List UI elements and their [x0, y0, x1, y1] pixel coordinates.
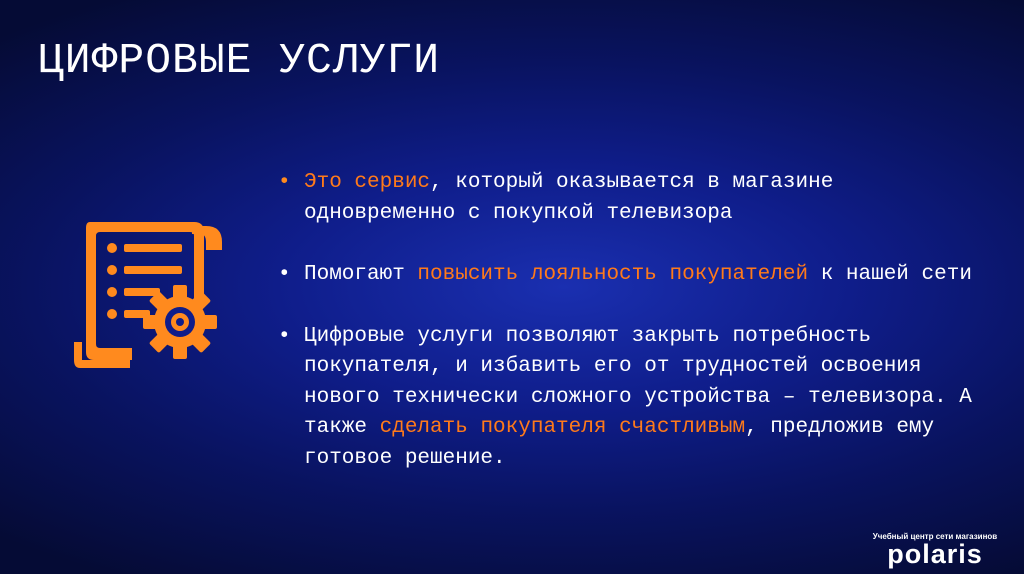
bullet-dot: •: [278, 171, 291, 194]
highlight-text: сделать покупателя счастливым: [379, 416, 746, 439]
bullet-text: Цифровые услуги позволяют закрыть потребность покупателя, и избавить его от трудностей освоения нового технически сложного устройства – телевизора. А также: [304, 324, 972, 439]
bullet-text: , который оказывается в магазине одновременно с покупкой телевизора: [304, 171, 834, 225]
bullet-item: [278, 260, 978, 291]
bullet-dot: •: [278, 324, 291, 348]
brand-block: [860, 532, 1010, 568]
brand-caption: Учебный центр сети магазинов: [872, 532, 998, 541]
brand-logo: polaris: [887, 539, 983, 569]
slide-title: ЦИФРОВЫЕ УСЛУГИ: [38, 36, 441, 85]
highlight-text: Это сервис: [304, 171, 431, 194]
bullet-dot: •: [278, 263, 291, 286]
bullet-list: [278, 168, 978, 474]
bullet-text: Помогают: [304, 263, 418, 286]
bullet-text: , предложив ему готовое решение.: [304, 416, 935, 470]
document-gear-graphic: [72, 222, 222, 368]
bullet-text: к нашей сети: [808, 263, 972, 286]
document-gear-icon: [72, 222, 222, 368]
highlight-text: повысить лояльность покупателей: [417, 263, 809, 286]
bullet-item: [278, 322, 978, 475]
bullet-item: [278, 168, 978, 229]
